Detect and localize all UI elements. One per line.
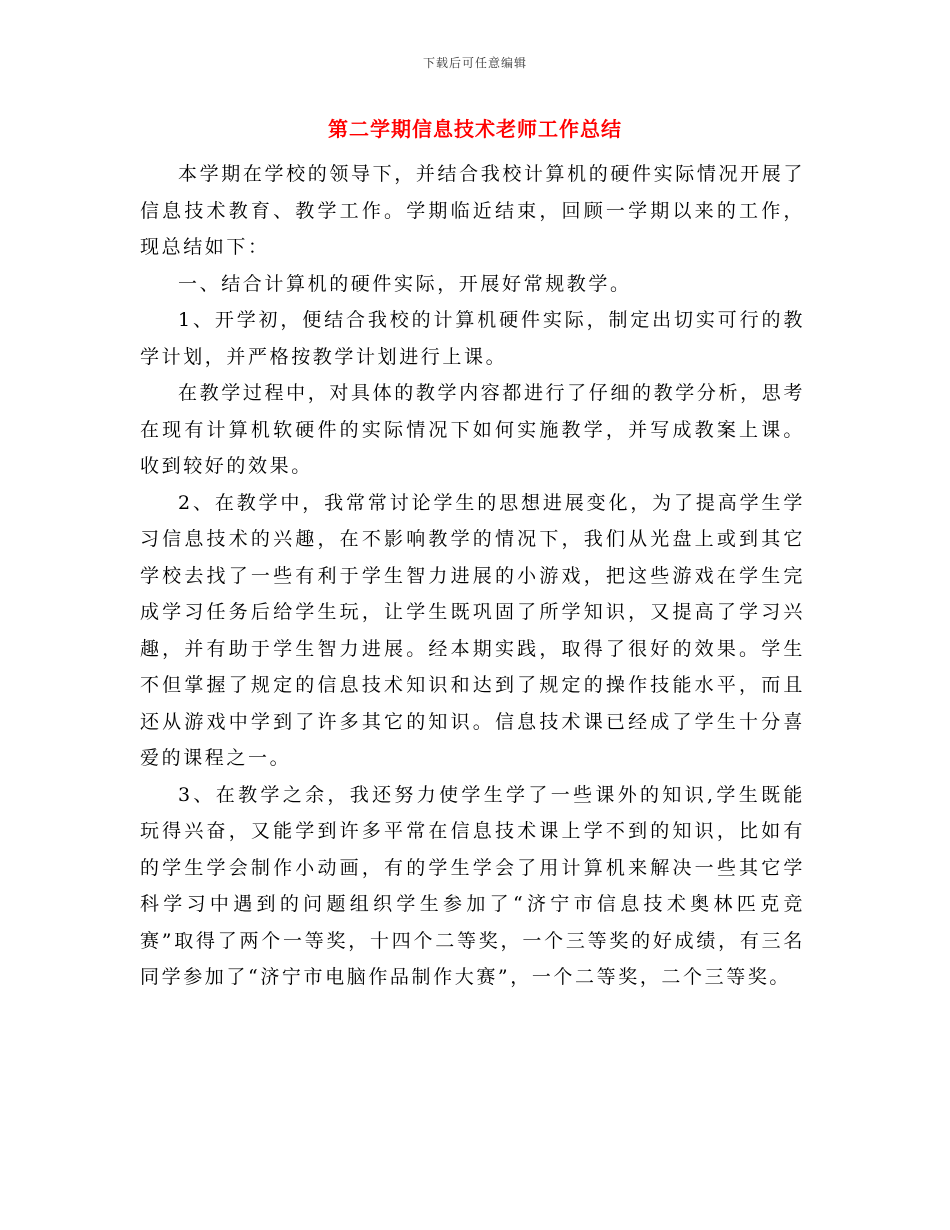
document-body [140,156,805,996]
paragraph-item-1: 1、开学初，便结合我校的计算机硬件实际，制定出切实可行的教学计划，并严格按教学计划进行上课。 [140,309,805,368]
paragraph-item-3: 3、在教学之余，我还努力使学生学了一些课外的知识,学生既能玩得兴奋，又能学到许多平常在信息技术课上学不到的知识，比如有的学生学会制作小动画，有的学生学会了用计算机来解决一些其它学科学习中遇到的问题组织学生参加了“济宁市信息技术奥林匹克竞赛”取得了两个一等奖，十四个二等奖，一个三等奖的好成绩，有三名同学参加了“济宁市电脑作品制作大赛”，一个二等奖，二个三等奖。 [140,783,805,988]
paragraph-intro: 本学期在学校的领导下，并结合我校计算机的硬件实际情况开展了信息技术教育、教学工作。学期临近结束，回顾一学期以来的工作，现总结如下： [140,163,805,258]
page-header-note: 下载后可任意编辑 [422,56,527,70]
paragraph-section-heading: 一、结合计算机的硬件实际，开展好常规教学。 [178,272,632,295]
paragraph-teaching-process: 在教学过程中，对具体的教学内容都进行了仔细的教学分析，思考在现有计算机软硬件的实际情况下如何实施教学，并写成教案上课。收到较好的效果。 [140,382,805,477]
document-title: 第二学期信息技术老师工作总结 [328,117,622,141]
paragraph-item-2: 2、在教学中，我常常讨论学生的思想进展变化，为了提高学生学习信息技术的兴趣，在不影响教学的情况下，我们从光盘上或到其它学校去找了一些有利于学生智力进展的小游戏，把这些游戏在学生完成学习任务后给学生玩，让学生既巩固了所学知识，又提高了学习兴趣，并有助于学生智力进展。经本期实践，取得了很好的效果。学生不但掌握了规定的信息技术知识和达到了规定的操作技能水平，而且还从游戏中学到了许多其它的知识。信息技术课已经成了学生十分喜爱的课程之一。 [140,491,805,769]
